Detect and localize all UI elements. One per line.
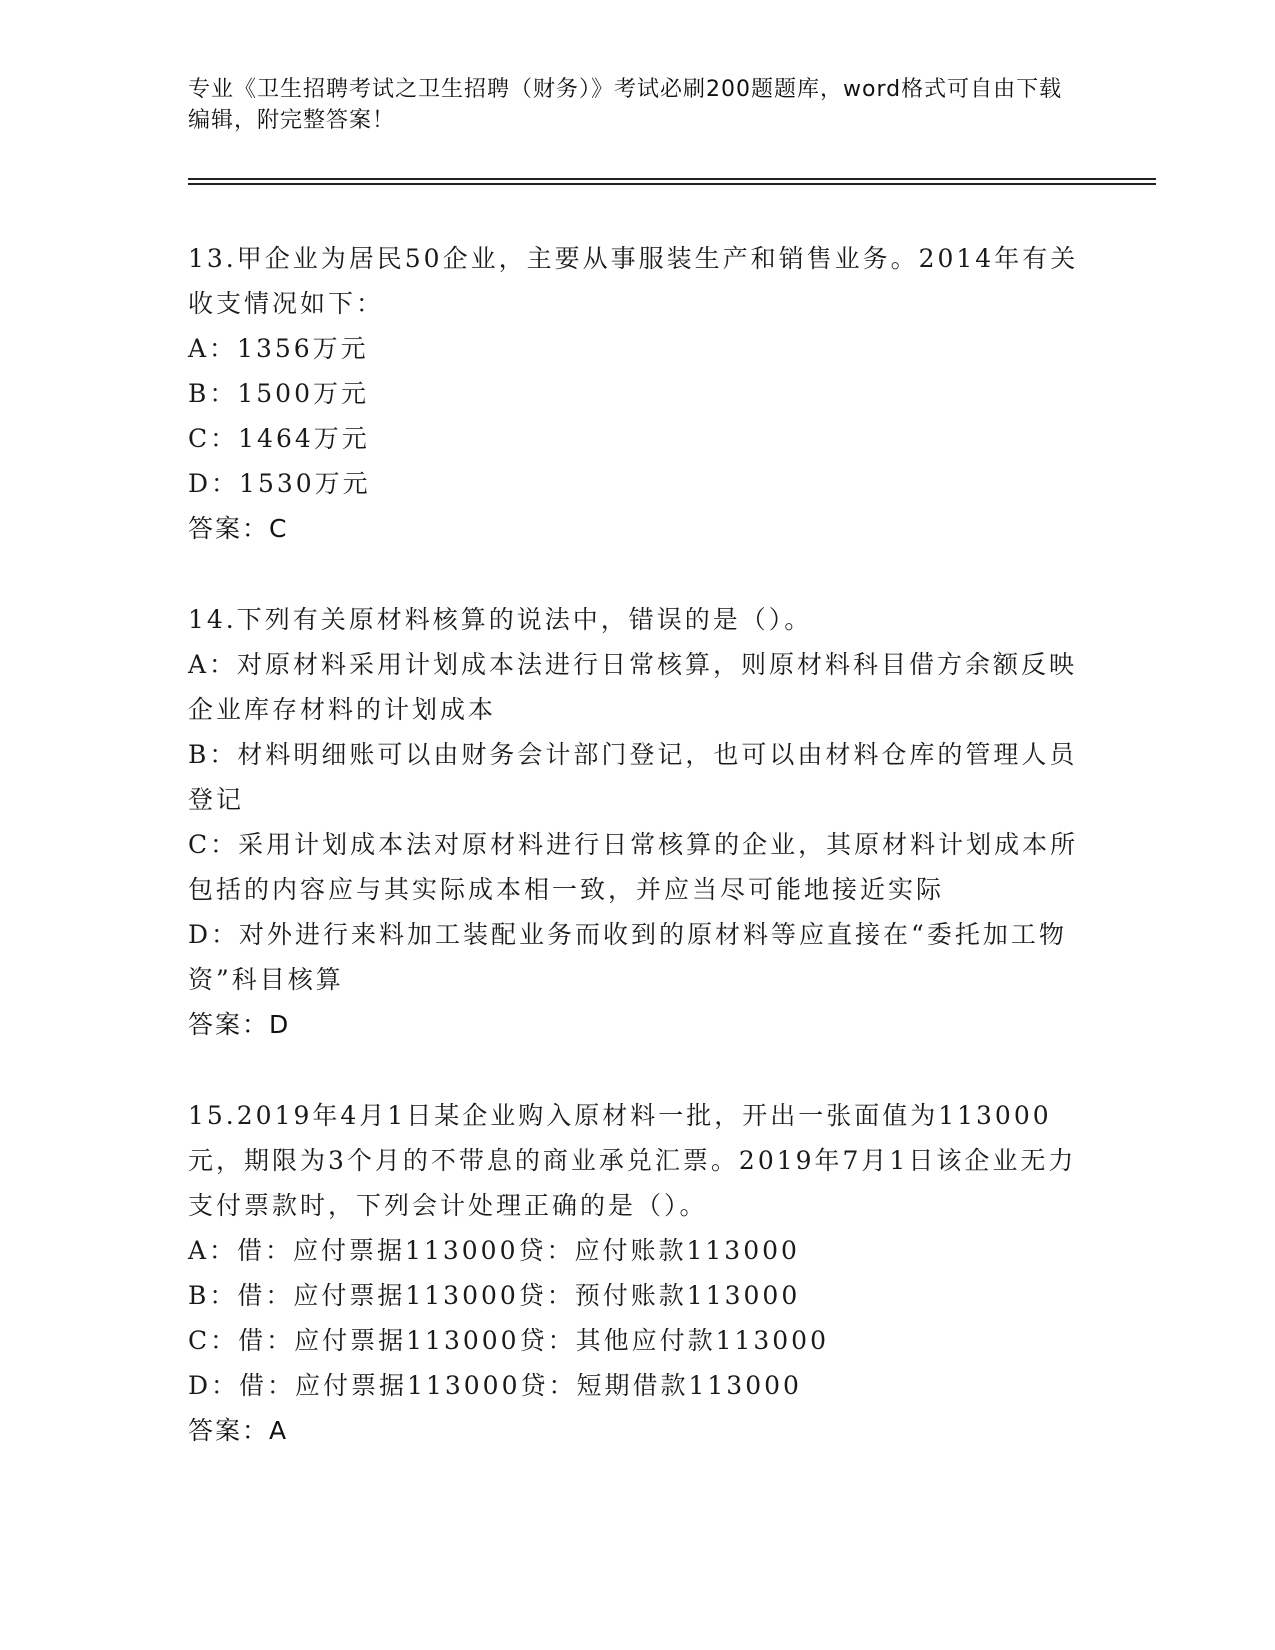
option-d: D：对外进行来料加工装配业务而收到的原材料等应直接在“委托加工物资”科目核算	[188, 920, 1067, 994]
question-13	[188, 236, 1088, 551]
answer-line: 答案：A	[188, 1416, 289, 1445]
question-15	[188, 1093, 1088, 1453]
option-c: C：借：应付票据113000贷：其他应付款113000	[188, 1326, 829, 1355]
option-b: B：材料明细账可以由财务会计部门登记，也可以由材料仓库的管理人员登记	[188, 740, 1078, 814]
question-stem: 14.下列有关原材料核算的说法中，错误的是（）。	[188, 605, 813, 634]
question-stem: 13.甲企业为居民50企业，主要从事服装生产和销售业务。2014年有关收支情况如下：	[188, 244, 1079, 318]
option-b: B：借：应付票据113000贷：预付账款113000	[188, 1281, 801, 1310]
question-stem: 15.2019年4月1日某企业购入原材料一批，开出一张面值为113000元，期限为3个月的不带息的商业承兑汇票。2019年7月1日该企业无力支付票款时，下列会计处理正确的是（）。	[188, 1101, 1077, 1220]
option-c: C：采用计划成本法对原材料进行日常核算的企业，其原材料计划成本所包括的内容应与其实际成本相一致，并应当尽可能地接近实际	[188, 830, 1079, 904]
option-b: B：1500万元	[188, 379, 369, 408]
option-d: D：1530万元	[188, 469, 371, 498]
question-14	[188, 597, 1088, 1047]
option-c: C：1464万元	[188, 424, 370, 453]
question-list	[188, 236, 1088, 1499]
document-header: 专业《卫生招聘考试之卫生招聘（财务）》考试必刷200题题库，word格式可自由下载编辑，附完整答案！	[188, 77, 1063, 133]
header-divider-top	[188, 178, 1156, 180]
option-a: A：对原材料采用计划成本法进行日常核算，则原材料科目借方余额反映企业库存材料的计划成本	[188, 650, 1078, 724]
answer-line: 答案：C	[188, 514, 289, 543]
header-divider-bottom	[188, 183, 1156, 185]
option-a: A：1356万元	[188, 334, 369, 363]
answer-line: 答案：D	[188, 1010, 291, 1039]
option-a: A：借：应付票据113000贷：应付账款113000	[188, 1236, 800, 1265]
option-d: D：借：应付票据113000贷：短期借款113000	[188, 1371, 802, 1400]
